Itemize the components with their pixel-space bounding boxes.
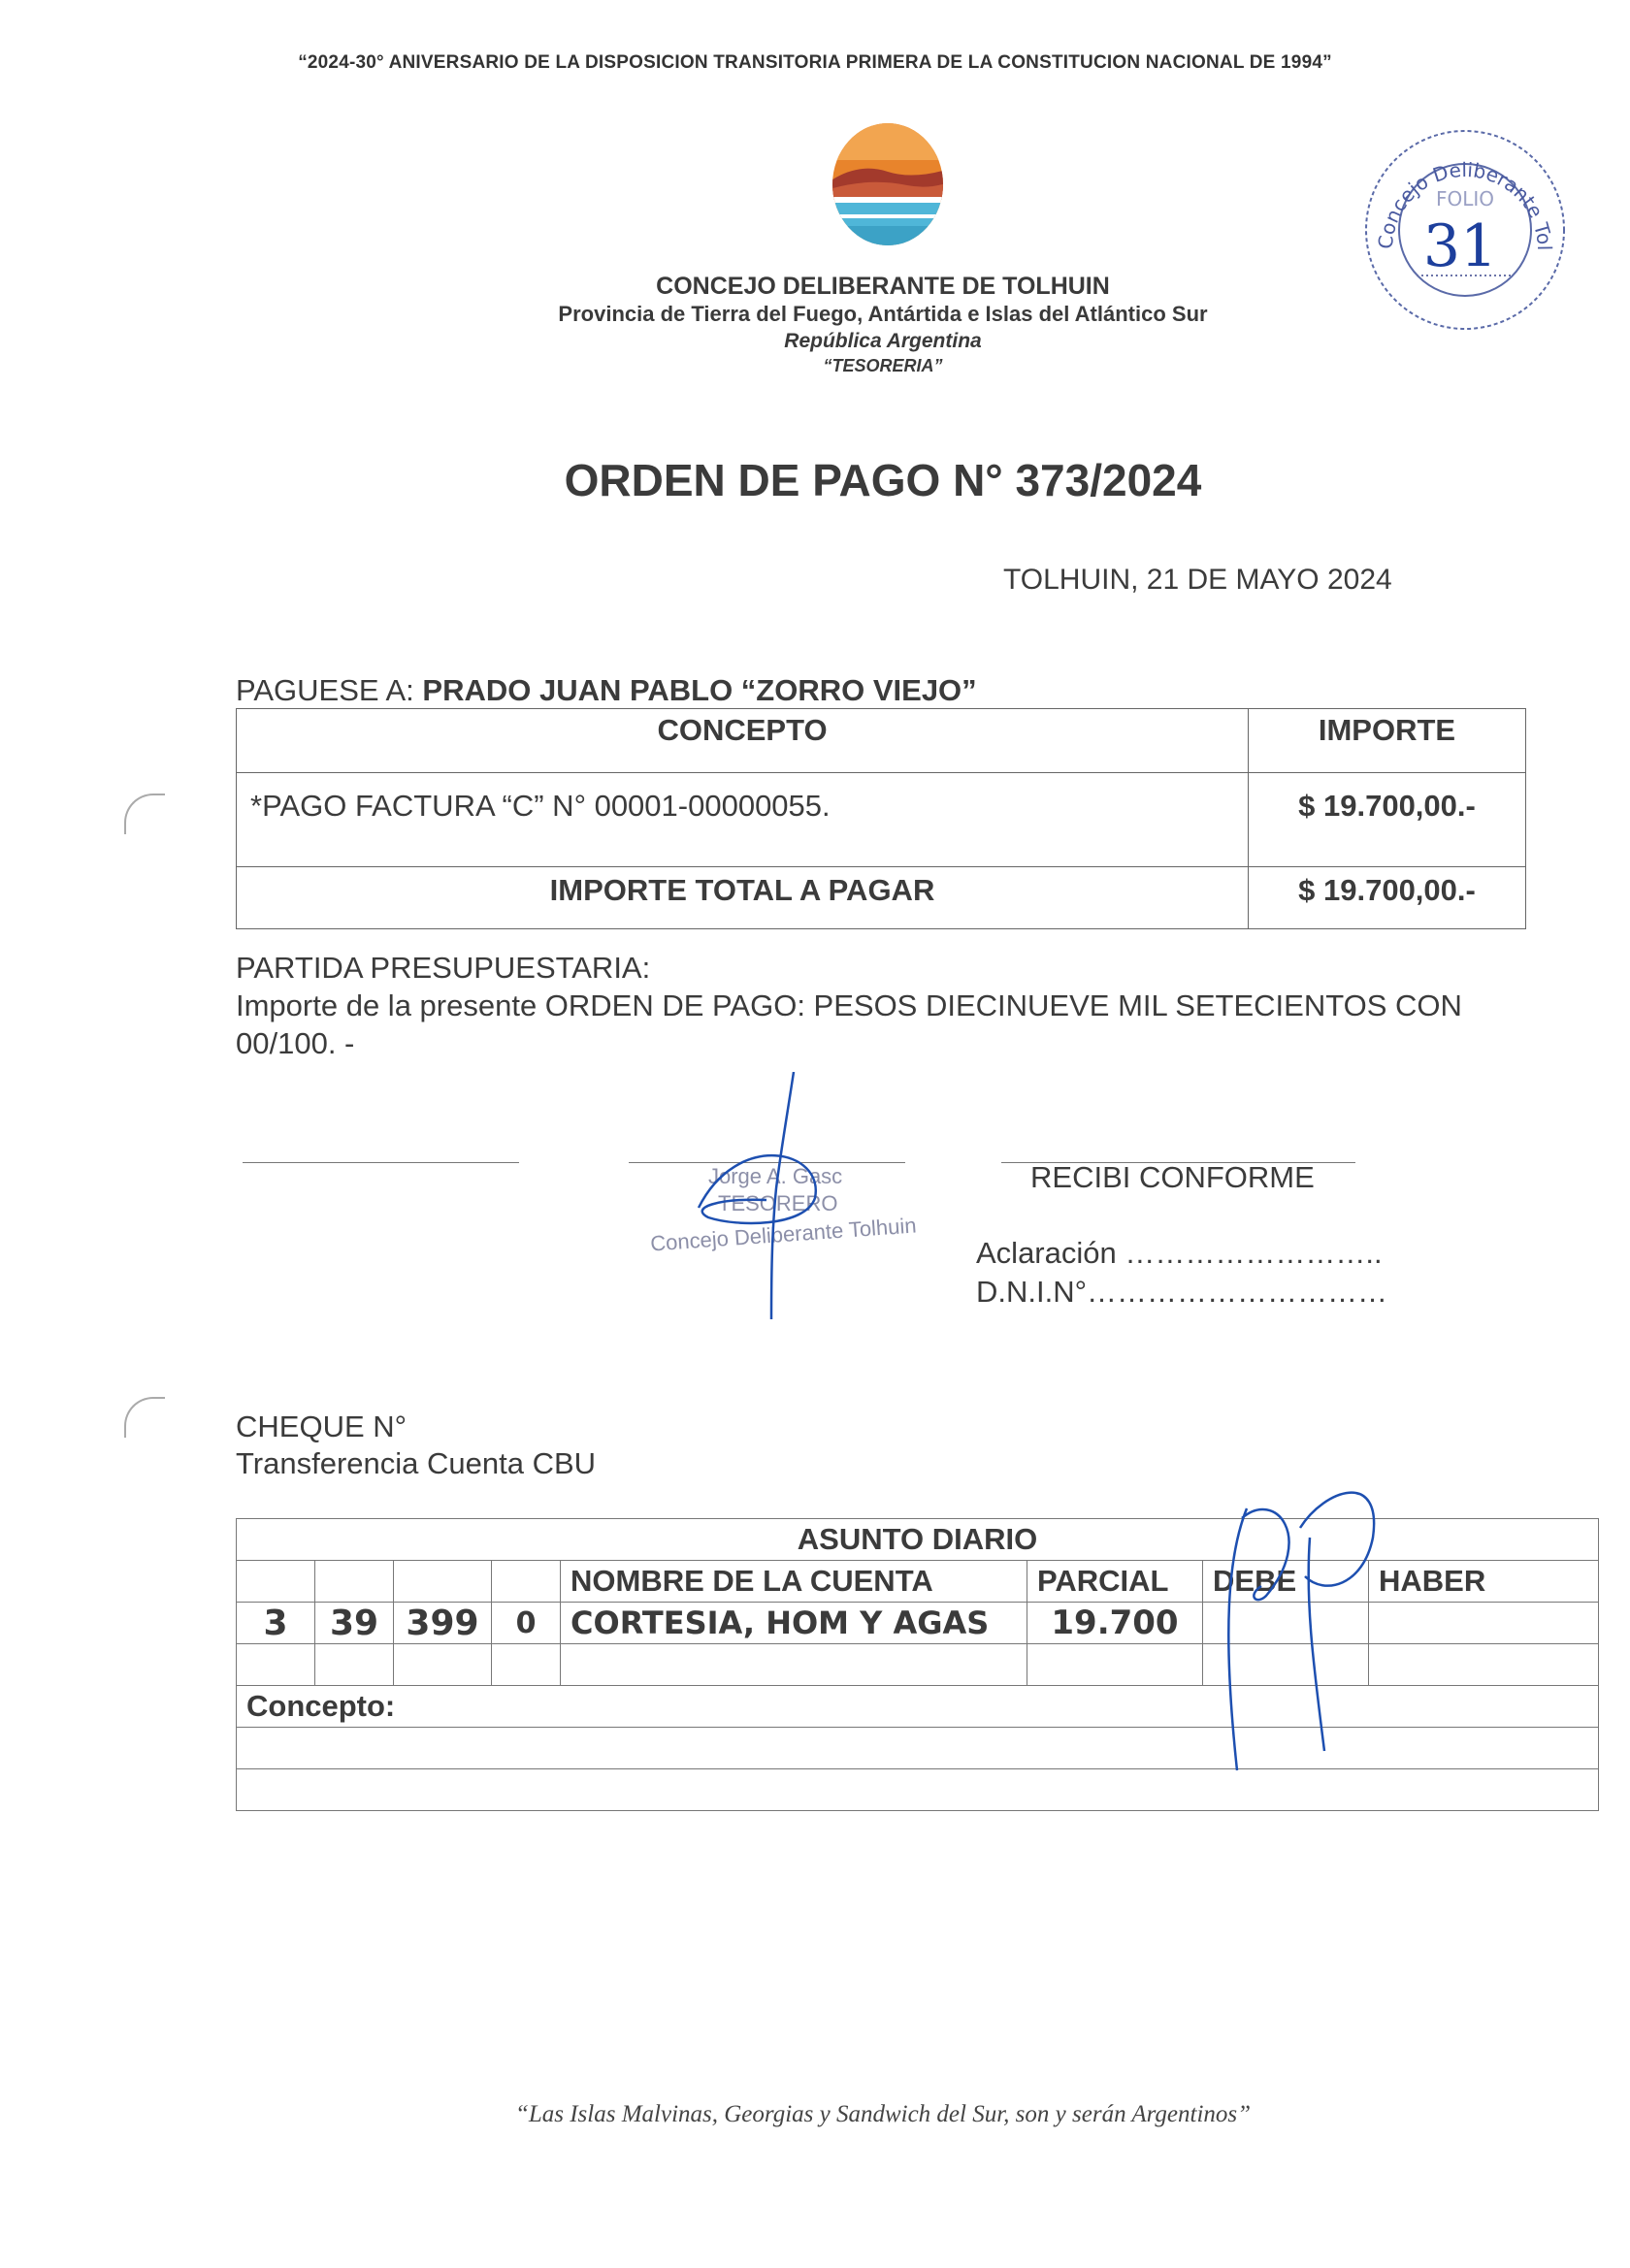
footer-quote: “Las Islas Malvinas, Georgias y Sandwich del Sur, son y serán Argentinos”: [514, 2101, 1252, 2127]
org-department: “TESORERIA”: [823, 356, 943, 375]
code-1: 3: [237, 1603, 315, 1644]
aclaracion-field: Aclaración ……………………..: [976, 1236, 1383, 1270]
debe-header: DEBE: [1203, 1561, 1369, 1603]
amount-cell: $ 19.700,00.-: [1249, 773, 1526, 867]
org-province: Provincia de Tierra del Fuego, Antártida e Islas del Atlántico Sur: [558, 302, 1208, 326]
code-3: 399: [394, 1603, 492, 1644]
asiento-title: ASUNTO DIARIO: [237, 1519, 1599, 1561]
receipt-label: RECIBI CONFORME: [1030, 1160, 1315, 1194]
payee-name: PRADO JUAN PABLO “ZORRO VIEJO”: [422, 673, 977, 707]
treasurer-signature: [679, 1072, 873, 1324]
transfer-label: Transferencia Cuenta CBU: [236, 1446, 597, 1480]
haber-header: HABER: [1369, 1561, 1599, 1603]
folio-stamp: [1353, 118, 1577, 341]
receipt-fields: [976, 1234, 1387, 1312]
code-4: 0: [492, 1603, 561, 1644]
account-name-cell: CORTESIA, HOM Y AGAS: [561, 1603, 1027, 1644]
total-amount: $ 19.700,00.-: [1249, 867, 1526, 929]
partida-label: PARTIDA PRESUPUESTARIA:: [236, 951, 651, 985]
handwritten-initials: [1208, 1479, 1402, 1780]
payee-line: [236, 673, 977, 708]
document-date: TOLHUIN, 21 DE MAYO 2024: [1003, 564, 1392, 596]
treasurer-org: Concejo Deliberante Tolhuin: [649, 1213, 918, 1256]
org-country: República Argentina: [784, 330, 982, 352]
concept-header: CONCEPTO: [237, 709, 1249, 773]
partida-section: [236, 949, 1526, 1062]
total-label: IMPORTE TOTAL A PAGAR: [237, 867, 1249, 929]
code-2: 39: [315, 1603, 394, 1644]
page-title: ORDEN DE PAGO N° 373/2024: [564, 455, 1202, 505]
signature-line-1: [243, 1162, 519, 1163]
parcial-header: PARCIAL: [1027, 1561, 1203, 1603]
council-logo: [830, 121, 946, 247]
treasurer-name: Jorge A. Gasc: [708, 1164, 843, 1188]
table-row: [237, 773, 1526, 867]
amount-header: IMPORTE: [1249, 709, 1526, 773]
treasurer-role: TESORERO: [718, 1191, 838, 1215]
folio-stamp-seal: [1353, 118, 1577, 341]
header-quote: “2024-30° ANIVERSARIO DE LA DISPOSICION TRANSITORIA PRIMERA DE LA CONSTITUCION NACIONAL DE 1994”: [298, 52, 1332, 73]
concept-table: [236, 708, 1526, 929]
partida-text: Importe de la presente ORDEN DE PAGO: PESOS DIECINUEVE MIL SETECIENTOS CON 00/100. -: [236, 988, 1462, 1060]
account-name-header: NOMBRE DE LA CUENTA: [561, 1561, 1027, 1603]
payment-section: [236, 1409, 596, 1482]
folio-stamp-label: FOLIO: [1435, 187, 1495, 211]
folio-stamp-ring-text: Concejo Deliberante Tol: [1373, 157, 1557, 251]
concepto-label: Concepto:: [237, 1686, 1599, 1728]
folio-number: 31: [1422, 212, 1498, 280]
concept-cell: *PAGO FACTURA “C” N° 00001-00000055.: [237, 773, 1249, 867]
org-name: CONCEJO DELIBERANTE DE TOLHUIN: [656, 273, 1110, 300]
cheque-label: CHEQUE N°: [236, 1409, 408, 1443]
punch-mark: [124, 1397, 165, 1438]
punch-mark: [124, 794, 165, 834]
parcial-cell: 19.700: [1027, 1603, 1203, 1644]
payee-label: PAGUESE A:: [236, 673, 414, 707]
dni-field: D.N.I.N°…………………………: [976, 1275, 1388, 1309]
